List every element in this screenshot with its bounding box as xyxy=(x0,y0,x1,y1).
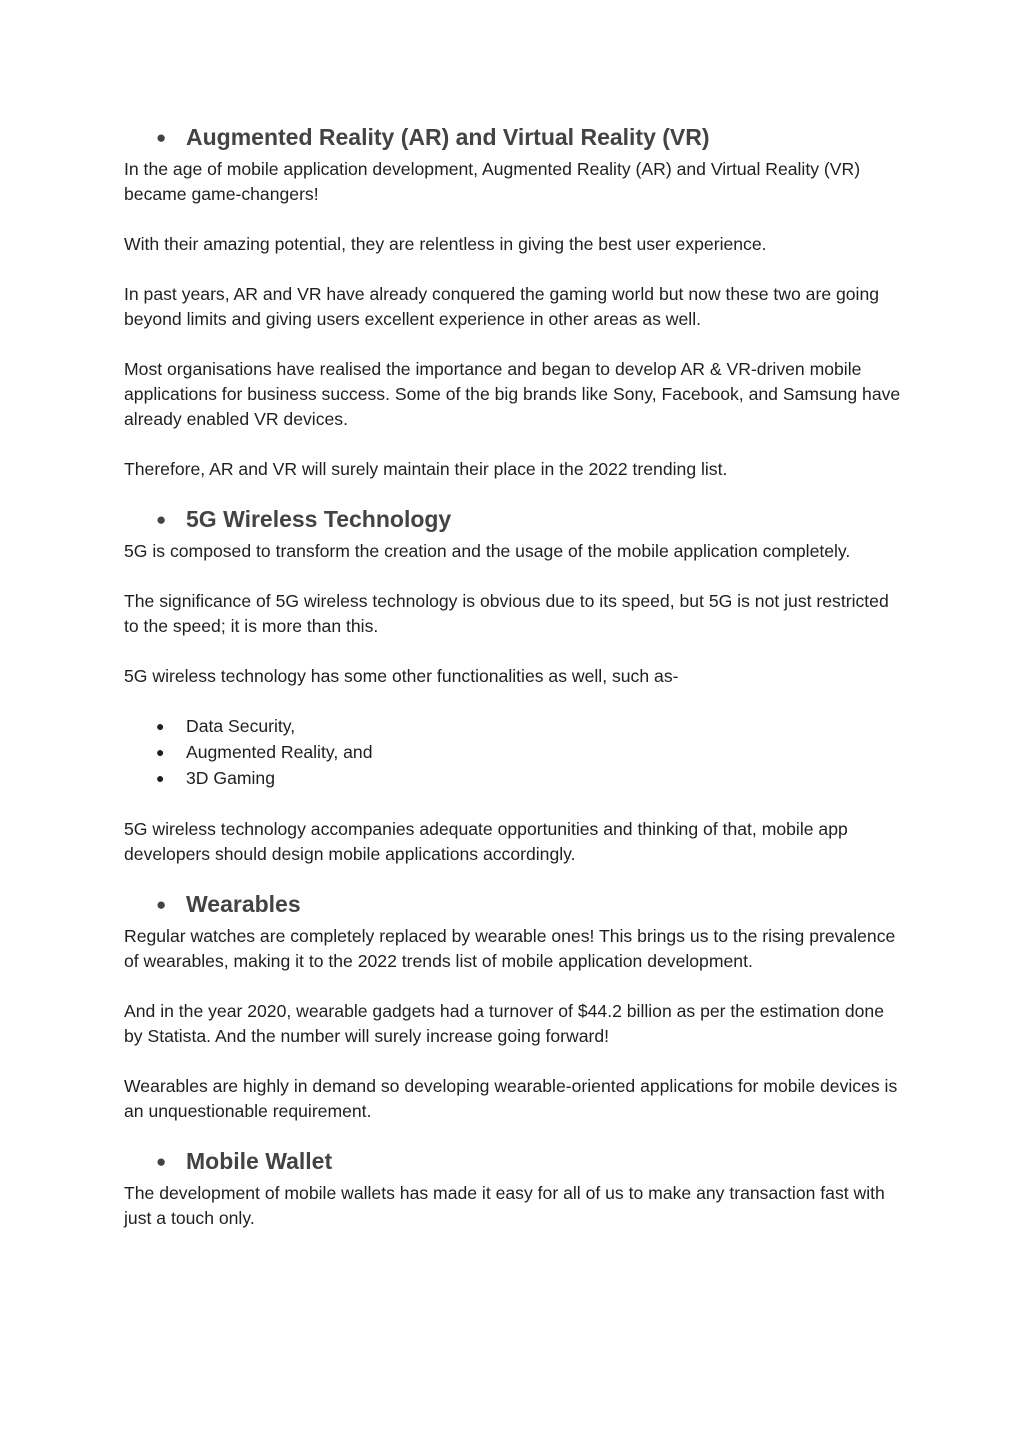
list-item xyxy=(156,740,904,766)
paragraph: 5G is composed to transform the creation and the usage of the mobile application completely. xyxy=(124,541,851,561)
paragraph: In past years, AR and VR have already conquered the gaming world but now these two are going beyond limits and giving users excellent experience in other areas as well. xyxy=(124,284,880,329)
list-bullet-icon: ● xyxy=(156,744,165,760)
section-heading-wearables xyxy=(124,887,904,924)
paragraph: Most organisations have realised the importance and began to develop AR & VR-driven mobile applications for business success. Some of the big brands like Sony, Facebook, and Samsung have already enabled VR devices. xyxy=(124,359,901,429)
heading-text: Wearables xyxy=(186,891,301,917)
paragraph: 5G wireless technology has some other functionalities as well, such as- xyxy=(124,666,679,686)
list-item-text: Augmented Reality, and xyxy=(186,742,373,762)
section-heading-5g xyxy=(124,502,904,539)
heading-bullet-icon: ● xyxy=(156,128,167,147)
heading-text: 5G Wireless Technology xyxy=(186,506,452,532)
document-page xyxy=(124,120,904,1231)
paragraph: The significance of 5G wireless technology is obvious due to its speed, but 5G is not just restricted to the speed; it is more than this. xyxy=(124,591,889,636)
paragraph: Regular watches are completely replaced by wearable ones! This brings us to the rising prevalence of wearables, making it to the 2022 trends list of mobile application development. xyxy=(124,926,896,971)
list-item-text: Data Security, xyxy=(186,716,296,736)
section-heading-mobile-wallet xyxy=(124,1144,904,1181)
list-item xyxy=(156,766,904,792)
paragraph: In the age of mobile application development, Augmented Reality (AR) and Virtual Reality (VR) became game-changers! xyxy=(124,159,861,204)
functionality-list xyxy=(124,714,904,792)
paragraph: And in the year 2020, wearable gadgets had a turnover of $44.2 billion as per the estimation done by Statista. And the number will surely increase going forward! xyxy=(124,1001,884,1046)
paragraph: Therefore, AR and VR will surely maintain their place in the 2022 trending list. xyxy=(124,459,728,479)
paragraph: The development of mobile wallets has made it easy for all of us to make any transaction fast with just a touch only. xyxy=(124,1183,885,1228)
list-bullet-icon: ● xyxy=(156,770,165,786)
list-item xyxy=(156,714,904,740)
paragraph: With their amazing potential, they are relentless in giving the best user experience. xyxy=(124,234,767,254)
heading-bullet-icon: ● xyxy=(156,510,167,529)
list-item-text: 3D Gaming xyxy=(186,768,275,788)
heading-text: Mobile Wallet xyxy=(186,1148,333,1174)
paragraph: 5G wireless technology accompanies adequate opportunities and thinking of that, mobile app developers should design mobile applications accordingly. xyxy=(124,819,848,864)
section-heading-ar-vr xyxy=(124,120,904,157)
heading-bullet-icon: ● xyxy=(156,895,167,914)
list-bullet-icon: ● xyxy=(156,718,165,734)
heading-bullet-icon: ● xyxy=(156,1152,167,1171)
paragraph: Wearables are highly in demand so developing wearable-oriented applications for mobile devices is an unquestionable requirement. xyxy=(124,1076,898,1121)
heading-text: Augmented Reality (AR) and Virtual Reality (VR) xyxy=(186,124,710,150)
